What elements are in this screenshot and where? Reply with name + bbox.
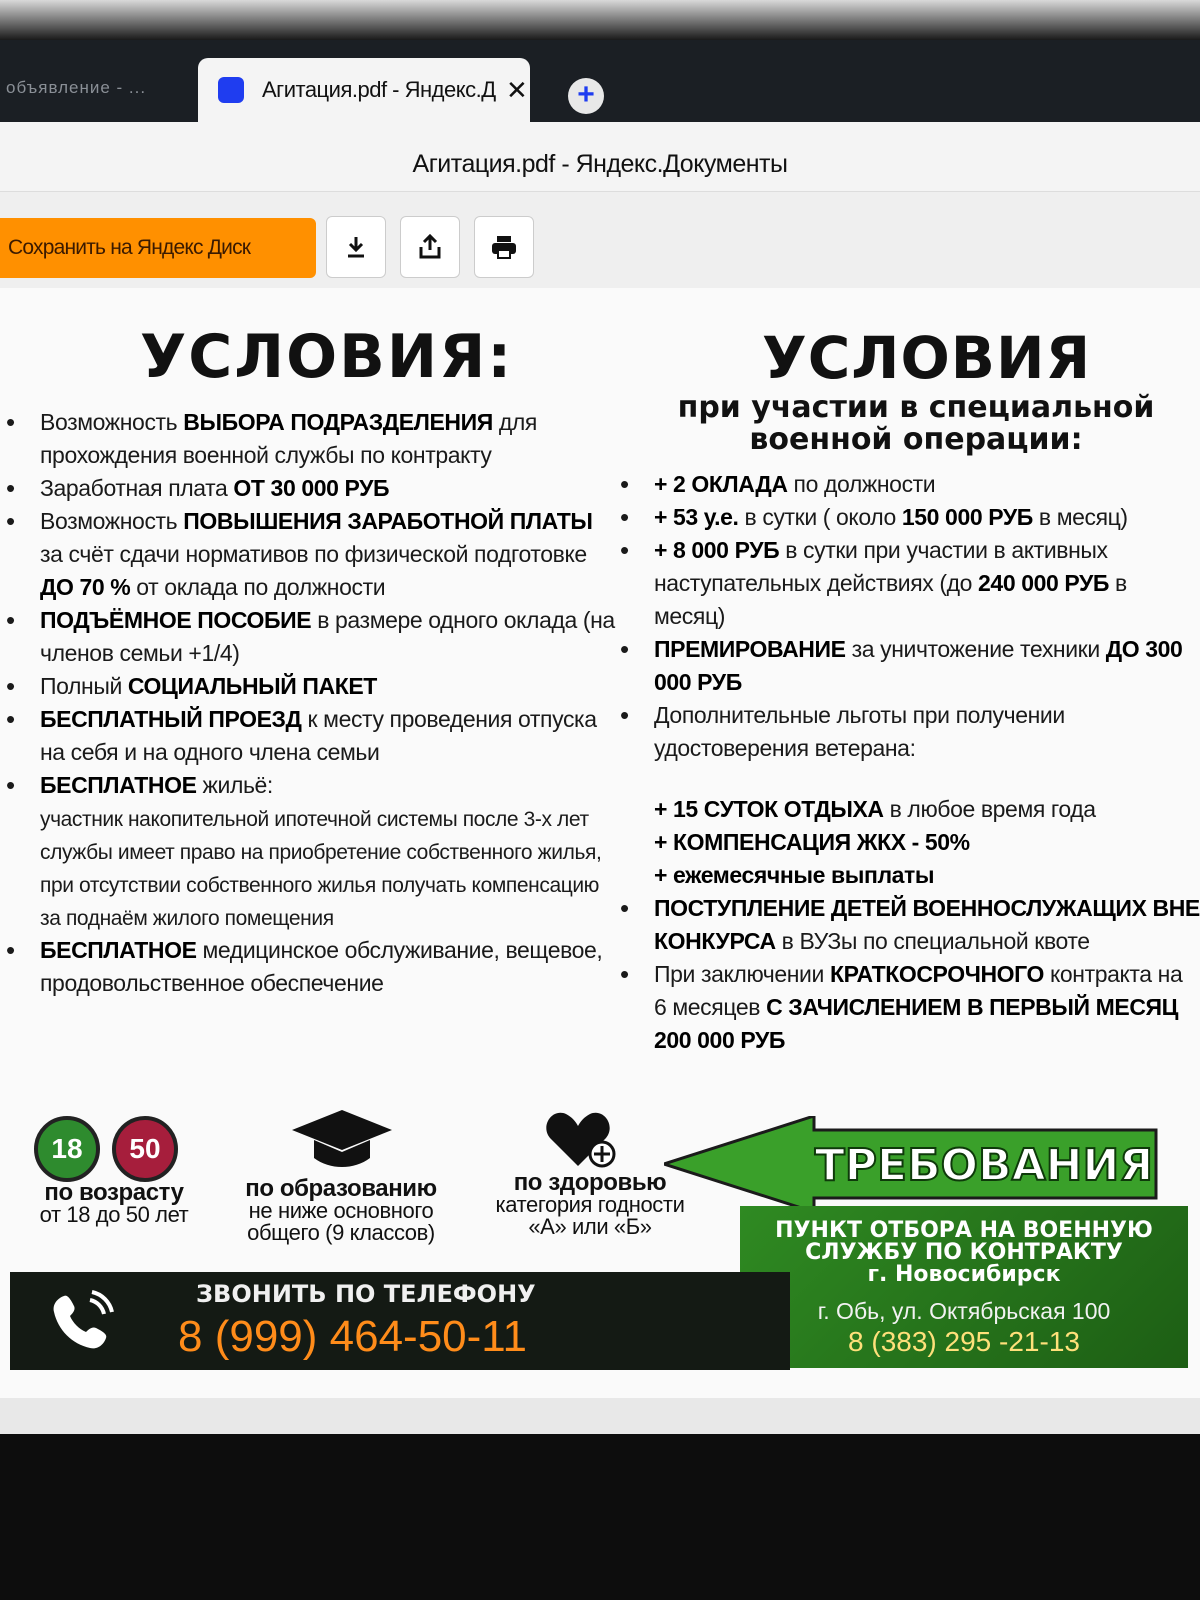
call-phone-number[interactable]: 8 (999) 464-50-11 <box>178 1312 527 1361</box>
office-city: г. Новосибирск <box>867 1262 1061 1287</box>
office-title-1: ПУНКТ ОТБОРА НА ВОЕННУЮ <box>775 1218 1153 1243</box>
download-icon <box>345 235 367 259</box>
list-item: • БЕСПЛАТНОЕ медицинское обслуживание, вещевое, продовольственное обеспечение <box>6 934 616 1000</box>
list-item: • Заработная плата ОТ 30 000 РУБ <box>6 472 616 505</box>
left-conditions-list <box>6 406 616 1000</box>
list-item: • ПРЕМИРОВАНИЕ за уничтожение техники ДО 300 000 РУБ <box>620 633 1200 699</box>
right-heading: УСЛОВИЯ <box>762 324 1092 392</box>
list-item: • Дополнительные льготы при получении удостоверения ветерана: <box>620 699 1200 765</box>
list-item: • ПОСТУПЛЕНИЕ ДЕТЕЙ ВОЕННОСЛУЖАЩИХ ВНЕ КОНКУРСА в ВУЗы по специальной квоте <box>620 892 1200 958</box>
tab-previous[interactable]: объявление - ... <box>6 78 147 97</box>
new-tab-button[interactable]: + <box>568 78 604 114</box>
plain-line: + 15 СУТОК ОТДЫХА в любое время года <box>654 796 1096 822</box>
requirements-arrow-label: ТРЕБОВАНИЯ <box>814 1140 1154 1191</box>
right-subheading: при участии в специальной военной операции: <box>677 390 1155 457</box>
list-item: • БЕСПЛАТНОЕ жильё: участник накопительной ипотечной системы после 3-х лет службы имеет право на приобретение собственного жилья, при отсутствии собственного жилья получать компенсацию за поднаём жилого помещения <box>6 769 616 934</box>
tab-bar <box>0 40 1200 122</box>
requirements-arrow <box>664 1116 1164 1212</box>
plain-line: + ежемесячные выплаты <box>654 862 935 888</box>
graduation-cap-icon <box>290 1108 394 1170</box>
list-item: • Полный СОЦИАЛЬНЫЙ ПАКЕТ <box>6 670 616 703</box>
share-icon <box>418 234 442 260</box>
download-button[interactable] <box>326 216 386 278</box>
monitor-bezel <box>0 0 1200 40</box>
call-label: ЗВОНИТЬ ПО ТЕЛЕФОНУ <box>196 1280 536 1308</box>
call-banner <box>10 1272 790 1370</box>
office-title-2: СЛУЖБУ ПО КОНТРАКТУ <box>805 1240 1123 1265</box>
next-page-strip <box>0 1398 1200 1434</box>
tab-title: Агитация.pdf - Яндекс.Д <box>262 77 496 102</box>
list-item: • + 8 000 РУБ в сутки при участии в активных наступательных действиях (до 240 000 РУБ в месяц) <box>620 534 1200 633</box>
close-icon[interactable]: ✕ <box>506 74 528 105</box>
list-item: • Возможность ВЫБОРА ПОДРАЗДЕЛЕНИЯ для прохождения военной службы по контракту <box>6 406 616 472</box>
yandex-docs-icon <box>218 77 244 103</box>
plain-line: + КОМПЕНСАЦИЯ ЖКХ - 50% <box>654 829 970 855</box>
print-icon <box>491 235 517 259</box>
req-education: по образованию не ниже основного общего (9 классов) <box>245 1175 437 1245</box>
list-item: • + 53 у.е. в сутки ( около 150 000 РУБ в месяц) <box>620 501 1200 534</box>
req-age: по возрасту от 18 до 50 лет <box>39 1179 189 1227</box>
office-address: г. Обь, ул. Октябрьская 100 <box>817 1298 1111 1324</box>
list-item: • Возможность ПОВЫШЕНИЯ ЗАРАБОТНОЙ ПЛАТЫ за счёт сдачи нормативов по физической подготовке ДО 70 % от оклада по должности <box>6 505 616 604</box>
office-phone[interactable]: 8 (383) 295 -21-13 <box>848 1326 1080 1357</box>
list-item: • ПОДЪЁМНОЕ ПОСОБИЕ в размере одного оклада (на членов семьи +1/4) <box>6 604 616 670</box>
list-item: • При заключении КРАТКОСРОЧНОГО контракта на 6 месяцев С ЗАЧИСЛЕНИЕМ В ПЕРВЫЙ МЕСЯЦ 200 000 РУБ <box>620 958 1200 1057</box>
print-button[interactable] <box>474 216 534 278</box>
left-heading: УСЛОВИЯ: <box>140 322 514 392</box>
list-item: • + 2 ОКЛАДА по должности <box>620 468 1200 501</box>
age-50-badge: 50 <box>112 1116 178 1182</box>
save-to-disk-button[interactable]: Сохранить на Яндекс Диск <box>0 218 316 278</box>
req-health: по здоровью категория годности «А» или «Б» <box>495 1169 685 1239</box>
right-conditions-list <box>620 468 1200 1057</box>
list-item: • БЕСПЛАТНЫЙ ПРОЕЗД к месту проведения отпуска на себя и на одного члена семьи <box>6 703 616 769</box>
tab-active[interactable] <box>198 58 530 122</box>
phone-icon <box>50 1290 114 1354</box>
age-18-badge: 18 <box>34 1116 100 1182</box>
recruitment-office-block <box>740 1206 1188 1368</box>
heart-plus-icon <box>546 1108 616 1170</box>
share-button[interactable] <box>400 216 460 278</box>
toolbar <box>0 192 1200 288</box>
window-title: Агитация.pdf - Яндекс.Документы <box>0 122 1200 192</box>
